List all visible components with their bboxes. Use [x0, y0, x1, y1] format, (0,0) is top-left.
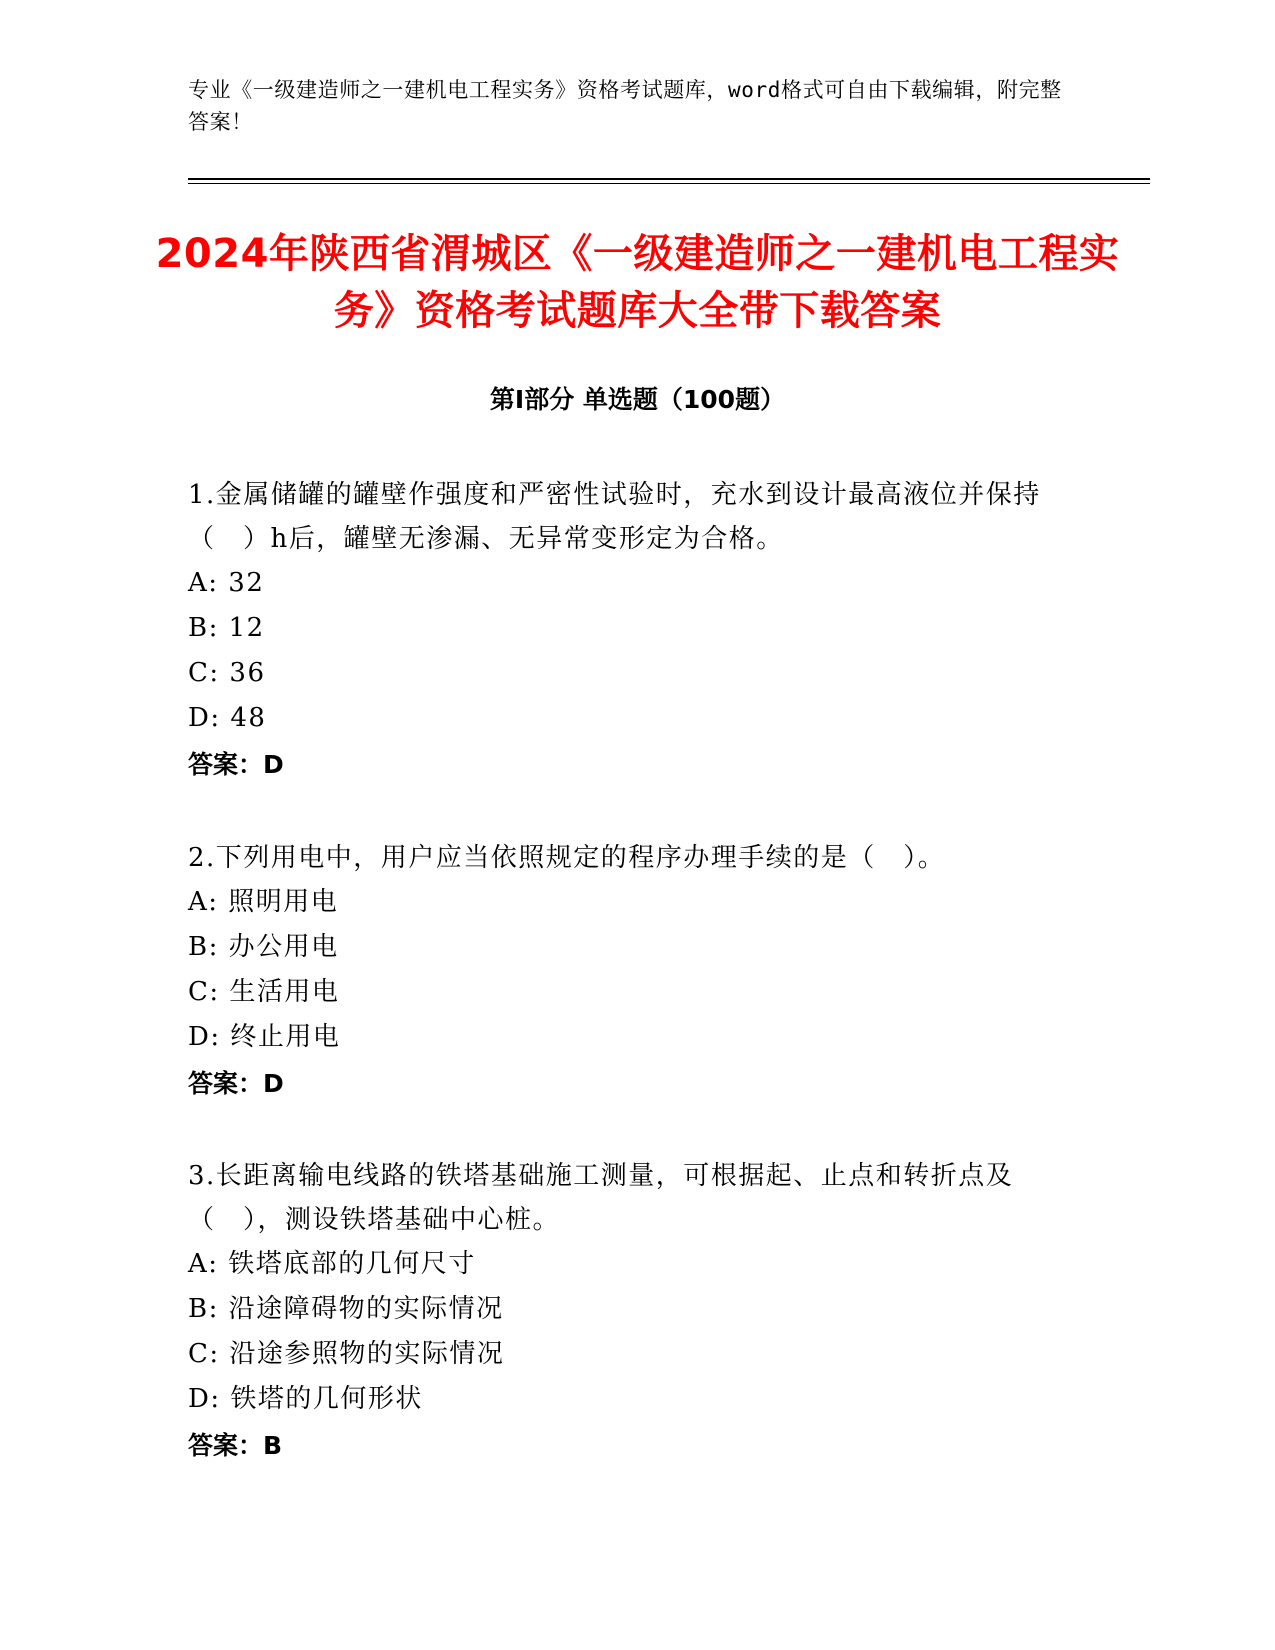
- question-stem: 1.金属储罐的罐壁作强度和严密性试验时，充水到设计最高液位并保持（ ）h后，罐壁无渗漏、无异常变形定为合格。: [188, 480, 1041, 554]
- question-2: [188, 836, 1068, 1106]
- answer: 答案：D: [188, 1069, 284, 1098]
- answer: 答案：B: [188, 1431, 283, 1460]
- option-d: D: 48: [188, 703, 267, 733]
- option-d: D: 铁塔的几何形状: [188, 1384, 423, 1414]
- question-stem: 3.长距离输电线路的铁塔基础施工测量，可根据起、止点和转折点及（ ），测设铁塔基础中心桩。: [188, 1161, 1014, 1235]
- header-divider-thin: [188, 183, 1150, 184]
- option-c: C: 沿途参照物的实际情况: [188, 1339, 505, 1369]
- option-b: B: 沿途障碍物的实际情况: [188, 1294, 504, 1324]
- document-title: 2024年陕西省渭城区《一级建造师之一建机电工程实务》资格考试题库大全带下载答案: [155, 231, 1120, 334]
- option-c: C: 生活用电: [188, 977, 340, 1007]
- header-note: 专业《一级建造师之一建机电工程实务》资格考试题库，word格式可自由下载编辑，附完整答案！: [188, 78, 1062, 134]
- option-a: A: 32: [188, 568, 265, 598]
- question-stem: 2.下列用电中，用户应当依照规定的程序办理手续的是（ ）。: [188, 843, 946, 873]
- option-d: D: 终止用电: [188, 1022, 341, 1052]
- option-c: C: 36: [188, 658, 266, 688]
- answer: 答案：D: [188, 750, 284, 779]
- question-1: [188, 473, 1068, 787]
- header-divider: [188, 178, 1150, 180]
- option-a: A: 照明用电: [188, 887, 339, 917]
- section-title: 第I部分 单选题（100题）: [489, 385, 786, 414]
- option-a: A: 铁塔底部的几何尺寸: [188, 1249, 476, 1279]
- option-b: B: 办公用电: [188, 932, 339, 962]
- question-3: [188, 1154, 1068, 1468]
- option-b: B: 12: [188, 613, 265, 643]
